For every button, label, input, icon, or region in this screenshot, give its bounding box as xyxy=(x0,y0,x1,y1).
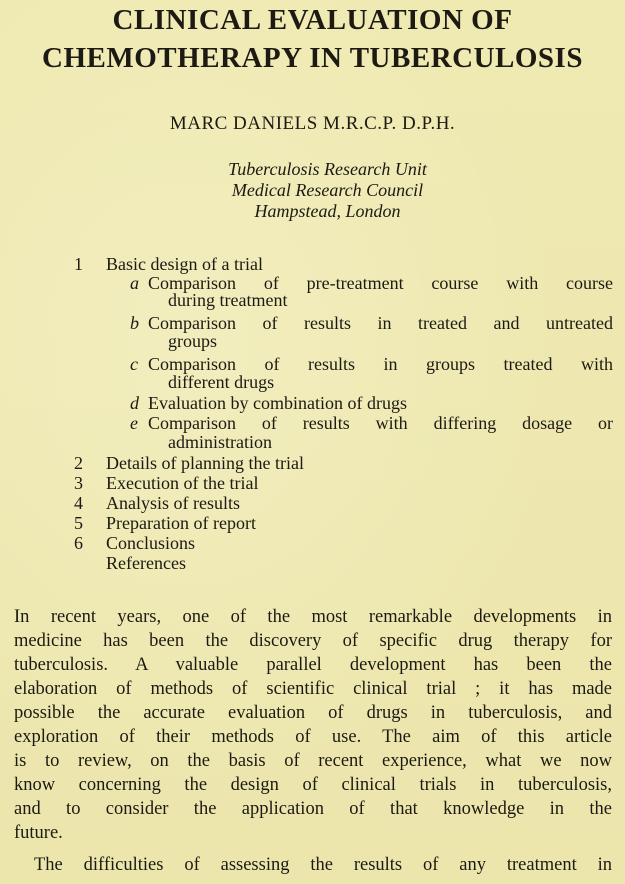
affiliation-line-1: Tuberculosis Research Unit xyxy=(228,159,427,179)
toc-subitem-letter: d xyxy=(130,393,139,413)
body-text-line: tuberculosis. A valuable parallel development has been the xyxy=(14,655,612,675)
article-title-line-2: CHEMOTHERAPY IN TUBERCULOSIS xyxy=(42,42,583,74)
toc-item-number: 2 xyxy=(74,453,83,473)
author-name: MARC DANIELS M.R.C.P. D.P.H. xyxy=(169,113,456,134)
body-text-line: In recent years, one of the most remarkable developments in xyxy=(14,607,612,627)
toc-subitem-text: Comparison of results in groups treated with xyxy=(148,354,613,374)
body-text-line: future. xyxy=(14,823,63,843)
toc-item-text: Preparation of report xyxy=(106,513,256,533)
toc-subitem-text: Comparison of results in treated and untreated xyxy=(148,313,613,333)
toc-item-number: 3 xyxy=(74,473,83,493)
toc-item-text: Execution of the trial xyxy=(106,473,259,493)
toc-item-number: 5 xyxy=(74,513,83,533)
toc-subitem-text: Comparison of pre-treatment course with course xyxy=(148,273,613,293)
affiliation-line-2: Medical Research Council xyxy=(231,180,424,200)
toc-item-text: Basic design of a trial xyxy=(106,254,263,274)
body-text-line: and to consider the application of that knowledge in the xyxy=(14,799,612,819)
body-text-line: possible the accurate evaluation of drugs in tuberculosis, and xyxy=(14,703,612,723)
toc-subitem-text: Comparison of results with differing dosage or xyxy=(148,413,613,433)
toc-subitem-letter: c xyxy=(130,354,138,374)
body-text-line: is to review, on the basis of recent experience, what we now xyxy=(14,751,612,771)
toc-subitem-text: administration xyxy=(168,432,272,452)
toc-item-text: Analysis of results xyxy=(106,493,240,513)
toc-subitem-text: Evaluation by combination of drugs xyxy=(148,393,407,413)
body-text-line: know concerning the design of clinical trials in tuberculosis, xyxy=(14,775,612,795)
affiliation-line-3: Hampstead, London xyxy=(254,201,401,221)
toc-item-text: Details of planning the trial xyxy=(106,453,304,473)
toc-item-number: 6 xyxy=(74,533,83,553)
body-text-line: medicine has been the discovery of specific drug therapy for xyxy=(14,631,612,651)
toc-subitem-letter: a xyxy=(130,273,139,293)
article-title-line-1: CLINICAL EVALUATION OF xyxy=(112,4,513,36)
toc-subitem-text: during treatment xyxy=(168,290,288,310)
toc-item-number: 4 xyxy=(74,493,83,513)
body-text-line: The difficulties of assessing the results of any treatment in xyxy=(34,855,612,875)
toc-item-number: 1 xyxy=(74,254,83,274)
toc-subitem-text: groups xyxy=(168,331,217,351)
body-text-line: exploration of their methods of use. The aim of this article xyxy=(14,727,612,747)
body-text-line: elaboration of methods of scientific clinical trial ; it has made xyxy=(14,679,612,699)
toc-subitem-letter: b xyxy=(130,313,139,333)
toc-subitem-letter: e xyxy=(130,413,138,433)
toc-subitem-text: different drugs xyxy=(168,372,275,392)
toc-item-text: Conclusions xyxy=(106,533,196,553)
toc-item-text: References xyxy=(106,553,186,573)
